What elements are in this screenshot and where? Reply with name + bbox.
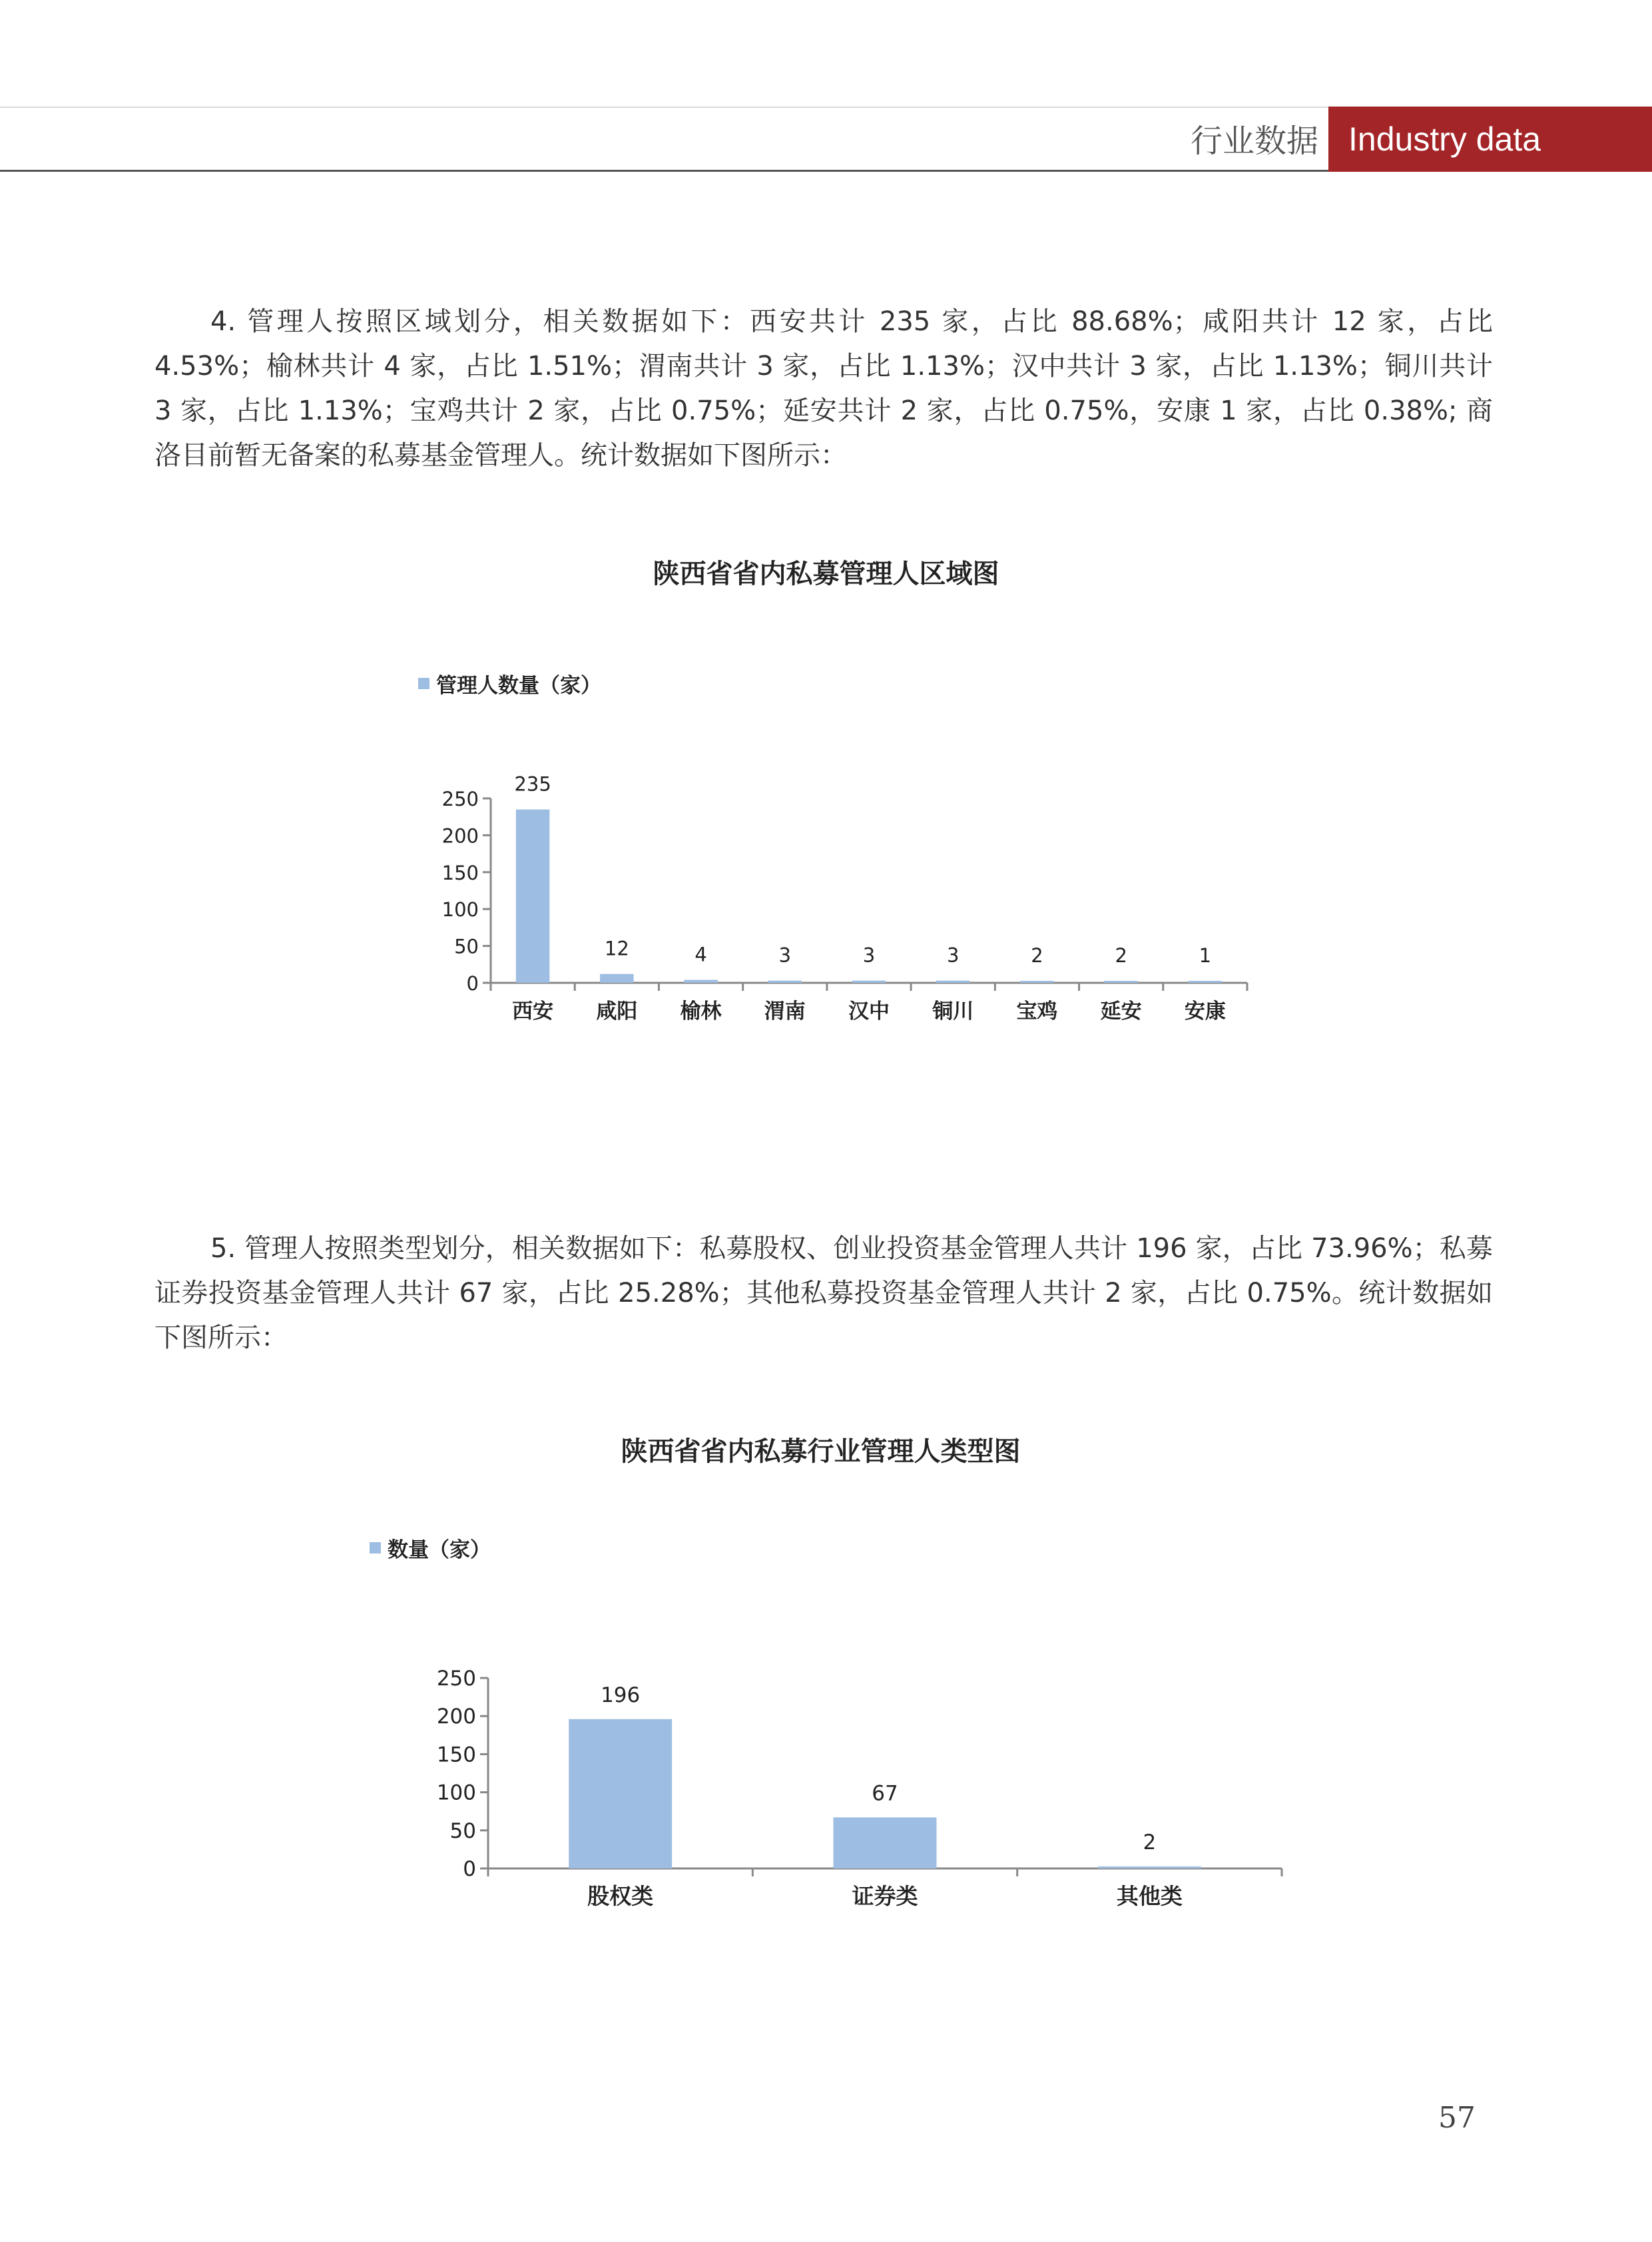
- chart-title-type: 陕西省省内私募行业管理人类型图: [621, 1436, 1021, 1467]
- y-tick-label: 150: [436, 1743, 476, 1767]
- y-tick-label: 100: [441, 898, 479, 922]
- bar: [569, 1719, 672, 1868]
- paragraph-type: 5. 管理人按照类型划分，相关数据如下：私募股权、创业投资基金管理人共计 196 家，占比 73.96%；私募证券投资基金管理人共计 67 家，占比 25.28%；其他私募投资基金管理人共计 2 家，占比 0.75%。统计数据如下图所示：: [154, 1233, 1493, 1353]
- bar-value-label: 2: [1115, 944, 1127, 967]
- x-category-label: 铜川: [932, 999, 974, 1023]
- x-category-label: 宝鸡: [1016, 999, 1058, 1023]
- x-category-label: 渭南: [764, 999, 806, 1023]
- chart-title-region: 陕西省省内私募管理人区域图: [653, 559, 999, 589]
- region-bar-chart: [0, 766, 1652, 1045]
- header-bottom-rule: [0, 170, 1332, 172]
- chart-legend-type: [370, 1533, 491, 1563]
- y-tick-label: 100: [436, 1781, 476, 1805]
- bar: [936, 981, 969, 983]
- y-tick-label: 150: [441, 861, 479, 884]
- y-tick-label: 50: [449, 1819, 476, 1843]
- bar-value-label: 3: [778, 944, 792, 967]
- x-category-label: 其他类: [1116, 1883, 1183, 1909]
- bar: [516, 810, 549, 983]
- bar: [684, 980, 717, 983]
- x-category-label: 咸阳: [596, 999, 638, 1023]
- bar-value-label: 2: [1143, 1830, 1157, 1854]
- bar-value-label: 2: [1031, 944, 1043, 967]
- bar-value-label: 1: [1199, 944, 1212, 967]
- x-category-label: 证券类: [852, 1883, 918, 1909]
- section-title-en: Industry data: [1328, 107, 1652, 172]
- y-tick-label: 200: [441, 824, 479, 848]
- x-category-label: 延安: [1100, 999, 1142, 1023]
- bar: [600, 974, 633, 983]
- legend-swatch: [370, 1542, 381, 1553]
- bar: [1189, 981, 1222, 983]
- x-category-label: 榆林: [680, 999, 722, 1023]
- bar: [834, 1817, 937, 1868]
- x-category-label: 安康: [1184, 999, 1226, 1023]
- legend-label: 数量（家）: [388, 1538, 491, 1562]
- bar: [1104, 981, 1137, 983]
- x-category-label: 西安: [512, 999, 554, 1023]
- page-number: 57: [1438, 2101, 1476, 2135]
- bar-value-label: 3: [862, 944, 876, 967]
- y-tick-label: 200: [436, 1705, 476, 1729]
- y-tick-label: 0: [466, 972, 479, 995]
- section-title-cn: 行业数据: [1190, 123, 1318, 160]
- x-category-label: 汉中: [848, 999, 890, 1023]
- bar-value-label: 4: [694, 943, 707, 966]
- bar: [1020, 981, 1053, 983]
- y-tick-label: 50: [454, 935, 479, 958]
- bar-value-label: 3: [946, 944, 960, 967]
- chart-legend-region: [418, 669, 601, 699]
- legend-swatch: [418, 678, 429, 689]
- y-tick-label: 0: [463, 1857, 476, 1881]
- paragraph-region: 4. 管理人按照区域划分，相关数据如下：西安共计 235 家，占比 88.68%；咸阳共计 12 家，占比 4.53%；榆林共计 4 家，占比 1.51%；渭南共计 3 家，占比 1.13%；汉中共计 3 家，占比 1.13%；铜川共计 3 家，占比 1.13%；宝鸡共计 2 家，占比 0.75%；延安共计 2 家，占比 0.75%，安康 1 家，占比 0.38%; 商洛目前暂无备案的私募基金管理人。统计数据如下图所示：: [154, 306, 1493, 471]
- y-tick-label: 250: [441, 788, 479, 810]
- bar-value-label: 196: [601, 1683, 641, 1707]
- bar: [768, 981, 802, 983]
- legend-label: 管理人数量（家）: [436, 674, 601, 698]
- type-bar-chart: [0, 1638, 1652, 1918]
- x-category-label: 股权类: [587, 1883, 654, 1909]
- bar-value-label: 12: [604, 937, 629, 960]
- bar: [1098, 1866, 1201, 1868]
- bar: [852, 981, 886, 983]
- bar-value-label: 67: [872, 1781, 898, 1806]
- bar-value-label: 235: [514, 772, 551, 796]
- y-tick-label: 250: [436, 1667, 476, 1691]
